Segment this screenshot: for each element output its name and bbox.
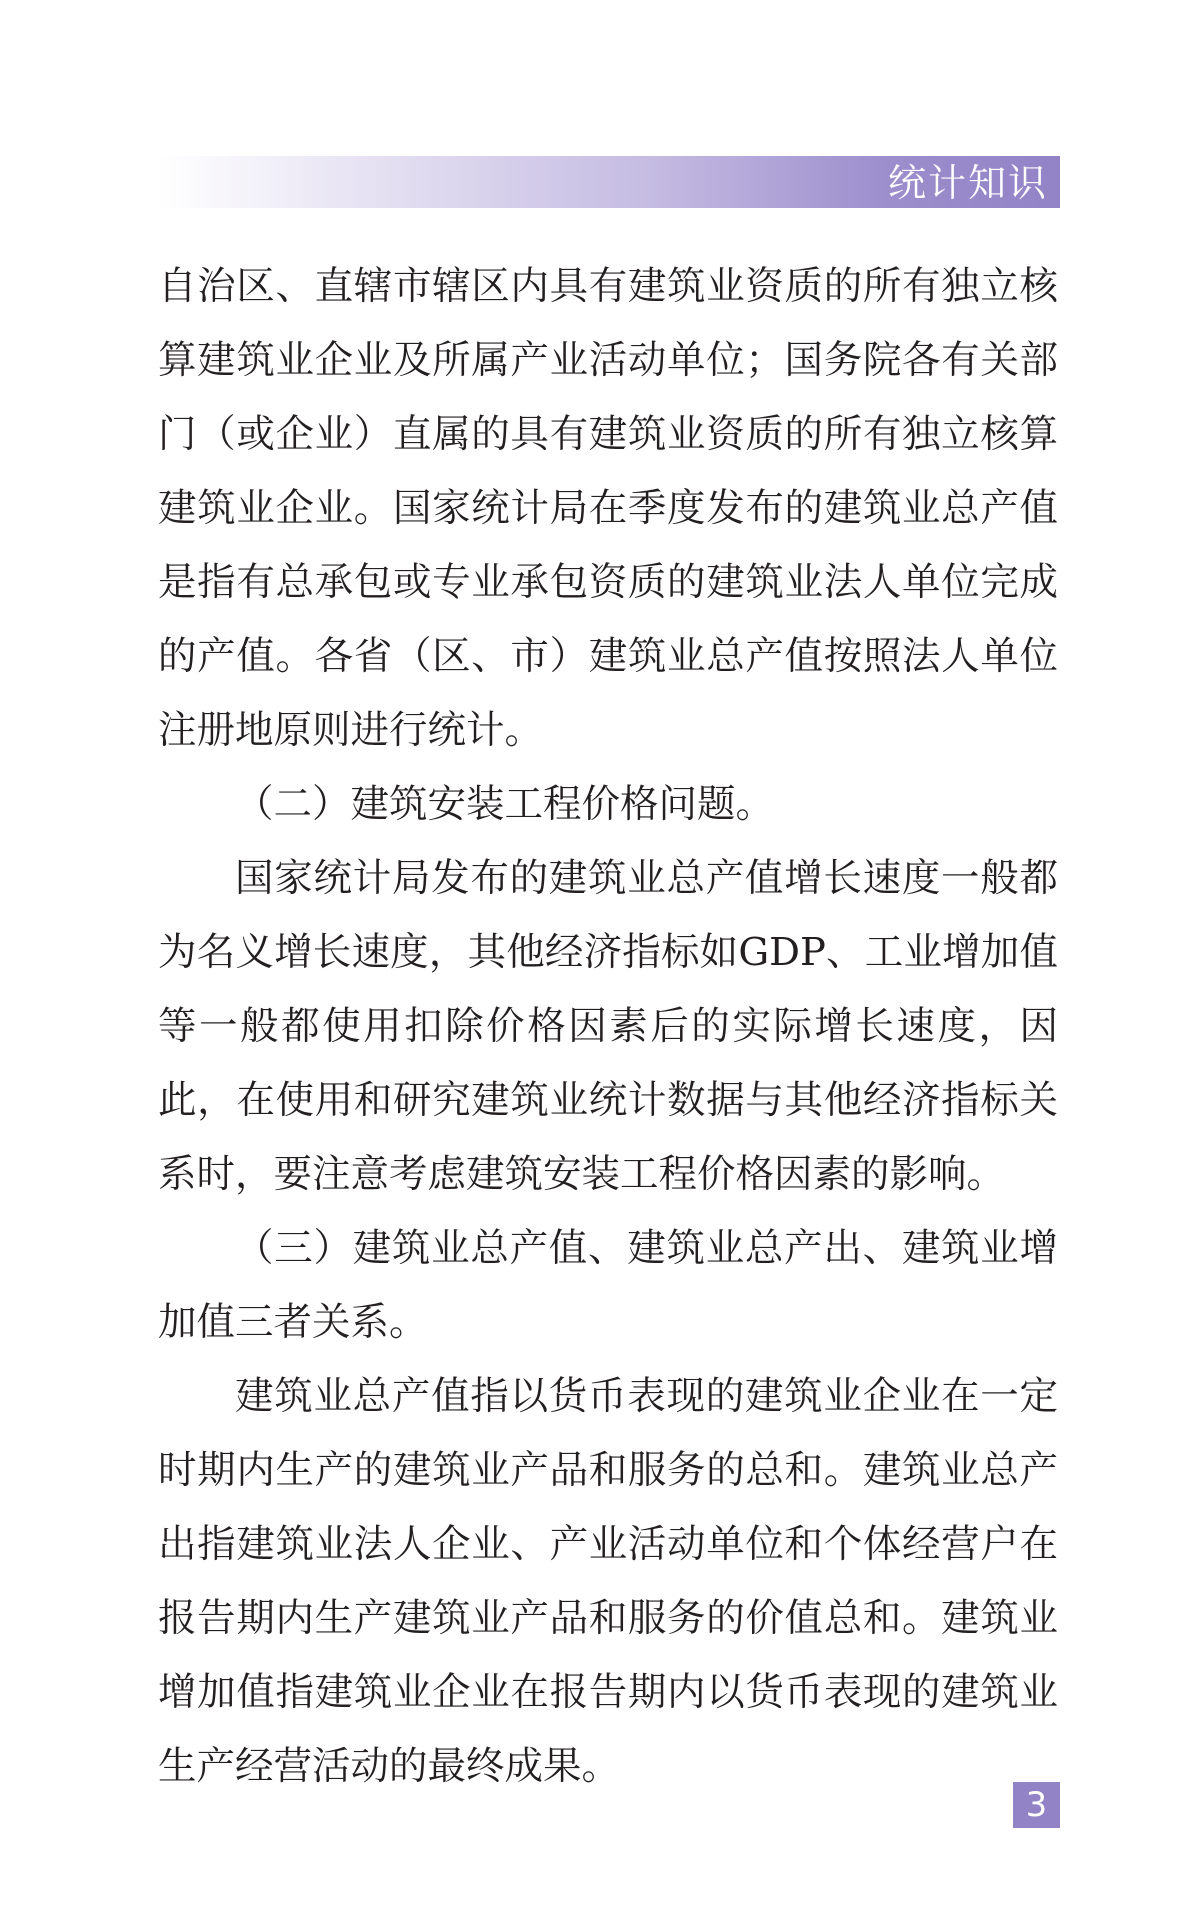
subheading-price-issue: （二）建筑安装工程价格问题。	[235, 782, 775, 827]
subheading-three-relations: （三）建筑业总产值、建筑业总产出、建筑业增加值三者关系。	[158, 1226, 1058, 1345]
paragraph-definitions: 建筑业总产值指以货币表现的建筑业企业在一定时期内生产的建筑业产品和服务的总和。建筑业总产出指建筑业法人企业、产业活动单位和个体经营户在报告期内生产建筑业产品和服务的价值总和。建筑业增加值指建筑业企业在报告期内以货币表现的建筑业生产经营活动的最终成果。	[158, 1374, 1058, 1789]
paragraph-continued: 自治区、直辖市辖区内具有建筑业资质的所有独立核算建筑业企业及所属产业活动单位；国务院各有关部门（或企业）直属的具有建筑业资质的所有独立核算建筑业企业。国家统计局在季度发布的建筑业总产值是指有总承包或专业承包资质的建筑业法人单位完成的产值。各省（区、市）建筑业总产值按照法人单位注册地原则进行统计。	[158, 264, 1058, 753]
article-body	[158, 250, 1058, 1804]
page-number-badge: 3	[1013, 1782, 1060, 1828]
section-title: 统计知识	[887, 161, 1048, 205]
section-header-band	[158, 156, 1060, 208]
paragraph-growth-rate: 国家统计局发布的建筑业总产值增长速度一般都为名义增长速度，其他经济指标如GDP、工业增加值等一般都使用扣除价格因素后的实际增长速度，因此，在使用和研究建筑业统计数据与其他经济指标关系时，要注意考虑建筑安装工程价格因素的影响。	[158, 856, 1058, 1197]
